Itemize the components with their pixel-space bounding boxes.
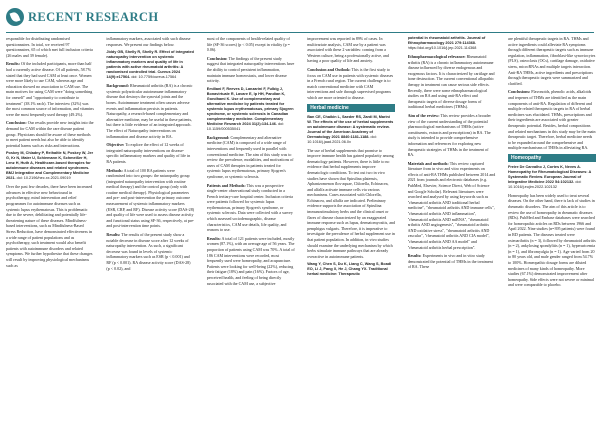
- reference-citation: [508, 165, 596, 190]
- paragraph-text: Over the past few decades, there have been increased advances in effective new behavioural in psychotherapy, mind intervention and relief programmes for autoimmune diseases such as systemic lupus erythematosus. This is problematic due to the severe, debilitating and potentially life-threatening nature of these diseases. Mindfulness-based interventions, such as Mindfulness-Based Stress Reduction, have demonstrated effectiveness in a wide range of patient populations and as psychotherapy, such treatment would also benefit patients with autoimmune disorders and related symptoms. We further hypothesise that these changes will result by improving physiological mechanisms such as: [6, 184, 93, 268]
- ref-authors: Ban CE, Chaikin L, Saeder RS, Zardi M, Marini W.: [307, 114, 390, 124]
- paragraph-text: A total of 100 RA patients were randomised into two groups: the naturopathy group (integrated naturopathy intervention with routine medical therapy) and the control group (only with routine medical therapy). Physiological parameters and pre- and post-intervention the primary outcome measurement of systemic inflammatory markers (ESR, CRP, and RF). Disease activity score (DAS-28) and quality of life were used to assess disease activity and functional status using SF-36, respectively, at pre- and post-intervention time points.: [106, 167, 195, 229]
- section-heading: Homeopathy: [508, 154, 596, 162]
- body-paragraph: [408, 253, 496, 270]
- paragraph-lead: Conclusion:: [6, 120, 27, 126]
- paragraph-lead: Methods:: [106, 167, 123, 173]
- paragraph-text: The use of herbal supplements that promise to improve immune health has gained popularity among dermatology patients. However, there is little to no evidence that herbal supplements improve dermatologic conditions. To test out two in vivo studies have shown that Spirulina platensis, Aphanizomenon flos-aquae, Chlorella, Echinacea, and alfalfa activate immune cells via various mechanisms. Cases associated with Chlorella, Echinacea, and alfalfa are indicated. Preliminary evidence supports the association of Spirulina immunostimulatory herbs and the clinical onset or flares of disease characterized by an exaggerated immune response such as lupus, dermatomyositis, and pemphigus vulgaris. Therefore, it is imperative to investigate the prevalence of herbal supplement use in that patient population. In addition, in vivo studies should examine the underlying mechanism by which herbs stimulate immune pathways that are already overactive in autoimmune patients.: [307, 147, 396, 259]
- column-6: [508, 36, 596, 420]
- paragraph-lead: Aim of the review:: [407, 112, 440, 118]
- paragraph-lead: Objective:: [106, 142, 125, 148]
- ref-doi[interactable]: doi: 10.1016/j.jaad.2021.06.0x: [307, 134, 377, 144]
- ref-title: The effects of the use of herbal supplements on autoimmune disease: A systematic review.: [307, 119, 394, 129]
- paragraph-lead: Results:: [106, 232, 121, 238]
- article-columns: [6, 36, 596, 420]
- ref-title: potential in rheumatoid arthritis.: [407, 36, 466, 40]
- body-paragraph: [307, 148, 395, 260]
- paragraph-text: The findings of the present study suggest that integrated naturopathy interventions have the ability to control persistent inflammation, maintain immune homeostasis, and lower disease activity.: [206, 55, 295, 84]
- ref-authors: Freire De Carvalho J, Cortes K, Neves A.: [508, 164, 581, 169]
- ref-authors: Emiliani F, Reeves D, Lanzarini F, Fulbig J, Bonavirtuale R, Lavare E, Ip HH, Pandian K, Gondhami K. Use of complementary and alternative medicine: [206, 86, 286, 106]
- body-paragraph: [408, 161, 496, 251]
- column-5: [408, 36, 496, 420]
- column-1: [6, 36, 94, 420]
- body-paragraph: [6, 36, 94, 58]
- paragraph-text: The results of the present study show a notable decrease in disease score after 12 weeks of naturopathy intervention. As such, a significant decrease was found in levels of systemic inflammatory markers such as ESR (p < 0.001) and RF (p < 0.001). RA disease activity score (DAS-28) (p < 0.02), and: [106, 232, 191, 271]
- body-paragraph: [207, 56, 295, 84]
- page-header: [0, 0, 600, 34]
- ref-journal: Journal of the American Academy of Dermatology 2021 8840:1181-1188.: [307, 129, 373, 139]
- body-paragraph: [307, 36, 395, 64]
- reference-citation: [207, 87, 295, 132]
- reference-citation: [6, 151, 94, 181]
- ref-doi[interactable]: doi: 10.1016/j.eujim.2022.102132: [508, 179, 582, 189]
- paragraph-lead: Materials and methods:: [407, 160, 449, 166]
- ref-journal: European Journal of Integrative Medicine 2022 54:102132.: [508, 174, 582, 184]
- paragraph-text: Rheumatoid arthritis (RA) is a chronic systemic polyarticular autoimmune inflammatory disease that destroys the synovial joints and the bones. Autoimmune treatment often causes adverse events and inflammation persists in patients. Naturopathy, a research-based complementary and alternative medicine, may be useful in these patients, but there is little evidence of an integrated approach. The effect of Naturopathy interventions on inflammation and disease activity in RA.: [106, 83, 193, 139]
- ref-title: Traditional herbal medicine: Therapeutic: [307, 267, 388, 277]
- body-paragraph: [106, 83, 194, 139]
- ref-title: by patients treated for systemic lupus erythematosus, primary Sjogren syndrome, or systemic sclerosis in Canadian complementary medicine.: [206, 101, 294, 121]
- paragraph-text: A total of 121 patients were included, mostly women (87.1%), with an average age of 56 years. The proportion of patients using CAM was 70%. A total of 186 CAM interventions were recorded, most frequently used were homeopathy, and acupuncture. Patients were looking for well-being (22%), reducing their fatigue (18%) and pain (16%). Factors of age, perceived health, and feeling of being directly associated with the CAM use, a subjective: [206, 235, 295, 286]
- body-paragraph: [207, 36, 295, 53]
- ref-title: Effect of integrated naturopathy intervention on systemic inflammatory markers and quality of life in patients with active rheumatoid arthritis: A randomised controlled trial.: [106, 50, 194, 75]
- paragraph-text: Homeopathy has been widely used to treat several diseases. On the other hand, there is lack of studies in rheumatic disorders. The aim of this article is to review the use of homeopathy in rheumatic diseases (RDs). PubMed and Embase databases were searched for homeopathic articles on RDs between 1966 and April 2022. Nine studies (n=395 patients) were found in RD patients. The diseases treated were osteoarthritis (n = 3), followed by rheumatoid arthritis (n = 2), ankylosing spondylitis (n = 1), hyperuricemia (n = 1), and fibromyalgia (n = 1). Age varied from 20 to 80 years old, and male gender ranged from 54.7% to 100%. Homeopathic dosage forms are diluted medicines of many kinds of homeopathy. More studies (67.1%) demonstrated improvement after homeopathy. Side effects were not severe or minimal and were comparable to placebo.: [508, 192, 596, 288]
- paragraph-lead: Results:: [206, 235, 221, 241]
- paragraph-text: This review captured literature from in vivo and vitro experiments on effects of anti-RA THMs published between 2014 and 2021 from journals and electronic databases (e.g. PubMed, Elsevier, Science Direct, Web of Science and Google Scholar). Relevant literatures were searched and analysed by using keywords such as "rheumatoid arthritis AND traditional herbal medicine", "rheumatoid arthritis AND immune cells", "rheumatoid arthritis AND inflammation", "rheumatoid arthritis AND miRNA", "rheumatoid arthritis AND angiogenesis", "rheumatoid arthritis AND oxidative stress", "rheumatoid arthritis AND vascular", "rheumatoid arthritis AND CIA model", "rheumatoid arthritis AND AA model" and "rheumatoid arthritis herbal prescription".: [407, 160, 496, 250]
- body-paragraph: [6, 120, 94, 148]
- paragraph-lead: Conclusions:: [508, 89, 531, 95]
- reference-citation: [106, 50, 194, 80]
- reference-citation: [408, 36, 496, 51]
- body-paragraph: [508, 36, 596, 86]
- body-paragraph: [106, 142, 194, 164]
- paragraph-lead: Conclusion and Outlook:: [307, 66, 351, 72]
- paragraph-text: most of the components of health-related quality of life (SF-36 scores) (p < 0.05) except in vitality (p = 0.06).: [206, 36, 290, 53]
- ref-journal: Journal of Ethnopharmacology 2021 279:114368.: [407, 36, 486, 45]
- ref-journal: BMJ Integrative and Complementary Medicine 2021.: [6, 171, 90, 181]
- section-title: RECENT RESEARCH: [28, 10, 159, 24]
- paragraph-lead: Background:: [206, 134, 230, 140]
- paragraph-text: Complementary and alternative medicine (CAM) is composed of a wide range of interventions and frequently used in parallel with conventional medicine. The aim of this study was to review the prevalence, modalities, and motivations of users of CAM therapies in patients treated for systemic lupus erythematosus, primary Sjogren's syndrome, or systemic sclerosis.: [206, 134, 294, 179]
- paragraph-lead: Ethnopharmacological relevance:: [407, 54, 466, 59]
- paragraph-text: Flavonoids, phenolic acids, alkaloids and terpenes of THMs are identified as the main components of anti-RA. Regulation of different and multiple related therapeutic targets in RA of herbal medicines was elucidated. THMs, prescriptions and their ingredients are associated with greater therapeutic potential. Besides, herbal compositions and related mechanisms in this study may be the main therapeutic target. Therefore, herbal medicine needs to be expanded around the comprehensive and multiple mechanisms of THMs in alleviating RA.: [508, 89, 596, 151]
- reference-citation: [307, 115, 395, 145]
- body-paragraph: [106, 168, 194, 230]
- body-paragraph: [207, 236, 295, 286]
- paragraph-text: Rheumatoid arthritis (RA) is a chronic inflammatory autoimmune disease influenced by diverse endogenous and exogenous factors. It is characterized by cartilage and bone destruction. The current conventional allopathic therapy in treatment can cause serious side effects. Recently, there were some ethnopharmacological studies on RA and using anti-RA effect and therapeutic targets of diverse dosage forms of traditional herbal medicines (THMs).: [407, 54, 495, 110]
- paragraph-text: inflammatory markers, associated with such disease responses. We present our findings below.: [106, 36, 191, 47]
- column-3: [207, 36, 295, 420]
- ref-authors: Wang Y, Chen S, Du K, Liang C, Wang S, Boadi EO, Li J, Pang X, He J, Chang YX.: [307, 262, 392, 272]
- paragraph-text: This review provides a broader view of the current understanding of the potential pharmacological mechanisms of THMs (active constituents, extracts and prescriptions) in RA. The study is intended to provide comprehensive information and references for exploring new therapeutic strategies of THMs in the treatment of RA.: [407, 112, 491, 158]
- ref-doi[interactable]: https://doi.org/10.1016/j.jep.2021.114368: [407, 46, 477, 50]
- paragraph-lead: Results:: [407, 253, 422, 259]
- ref-authors: Poskey M, Chladny P, Reihaltle N, Poskey W, Jer G, Kr N, Maier U, Schiemann K, Schmeißer H, Lenz H, Huth A,: [6, 151, 94, 166]
- body-paragraph: [508, 193, 596, 288]
- paragraph-text: To explore the effect of 12 weeks of integrated naturopathy interventions on disease-specific inflammatory markers and quality of life in RA patients.: [106, 142, 191, 164]
- paragraph-text: This is the first study to focus on CAM use in patients with systemic diseases in a French rural region. The current challenge is to match conventional medicine with CAM interventions and safe through supervised programs which are more oriented to disease.: [307, 66, 394, 100]
- ref-authors: Jiddy GB, Shelly R, Shelly R.: [106, 50, 159, 55]
- body-paragraph: [6, 61, 94, 117]
- body-paragraph: [106, 36, 194, 47]
- paragraph-text: responsible for distributing randomised questionnaires. In total, we received 97 questionnaires, 65 of which met full inclusion criteria (26 males and 39 female).: [6, 36, 93, 58]
- paragraph-lead: Patients and Methods:: [206, 182, 246, 188]
- paragraph-text: Our results provide new insights into the demand for CAM within the rare disease patient group. Physicians should be aware of these methods to meet patient needs but also be able to identify potential harms such as risks and interactions.: [6, 120, 94, 148]
- body-paragraph: [207, 183, 295, 233]
- column-2: [106, 36, 194, 420]
- body-paragraph: [408, 54, 496, 110]
- paragraph-text: are plentiful therapeutic targets in RA. THMs and active ingredients could alleviate RA symptoms through different therapeutic targets such as immune regulation, inflammation, fibroblast-like synoviocytes (FLS), osteoclasts (OCs), cartilage damage, oxidative stress, microRNAs and multiple targets interaction. Anti-RA THMs, active ingredients and prescriptions through therapeutic targets were summarized and clarified.: [508, 36, 596, 86]
- body-paragraph: [307, 67, 395, 101]
- reference-citation: [307, 262, 395, 277]
- header-divider: [6, 32, 594, 33]
- body-paragraph: [408, 113, 496, 158]
- ref-doi[interactable]: doi: 10.2196/hec.xx.2021.09019: [16, 176, 71, 181]
- paragraph-lead: Results:: [6, 61, 20, 67]
- ref-title: Homeopathy for Rheumatological Diseases: A Systematic Review.: [508, 169, 592, 179]
- ref-doi[interactable]: doi: 10.7759/cureus.17564: [131, 75, 177, 80]
- paragraph-text: Of the included participants, more than half had a currently active disease. Of all patients, 58.7% stated that they had used CAM at least once. Women were more likely to use CAM, whereas age and education showed no association to CAM use. The main motives for using CAM were "doing something for oneself" and "opportunity to contribute to treatment" (38.1% each). The interview (32%) was the most common source of information, and vitamins were the most frequently used therapy (49.2%).: [6, 61, 94, 117]
- ref-title: Healthcare-based therapies for autoimmune diseases and related syndromes.: [6, 161, 91, 171]
- body-paragraph: [6, 184, 94, 268]
- paragraph-text: improvement was reported in 89% of cases. In multivariate analysis, CAM use by a patient was associated with these 2 variables: coming from a Western culture, being a professionally active, and having a poor quality of life and anxiety.: [307, 36, 389, 64]
- ref-journal: Complementary Medicine Research 2024 31(2):134-146.: [206, 116, 284, 126]
- body-paragraph: [207, 135, 295, 180]
- paragraph-text: This was a prospective single-center observational study conducted in a French tertiary-care hospital center. Inclusion criteria were patients followed for systemic lupus erythematosus, primary Sjogren's syndrome, or systemic sclerosis. Data were collected with a survey which assessed sociodemographic, disease characteristics, CAM use details, life quality, and reasons to use.: [206, 182, 293, 233]
- paragraph-text: Experiments in vivo and in vitro study demonstrated the potential of THMs in the treatment of RA. These: [407, 253, 493, 270]
- section-heading: Herbal medicine: [307, 104, 395, 112]
- column-4: [307, 36, 395, 420]
- body-paragraph: [106, 232, 194, 271]
- paragraph-lead: Background:: [106, 83, 130, 89]
- body-paragraph: [508, 89, 596, 151]
- ref-journal: Cureus 2024 14(9):e17564.: [106, 70, 181, 80]
- paragraph-lead: Conclusion:: [206, 55, 228, 61]
- ref-doi[interactable]: doi: 10.1159/000535041: [206, 121, 285, 131]
